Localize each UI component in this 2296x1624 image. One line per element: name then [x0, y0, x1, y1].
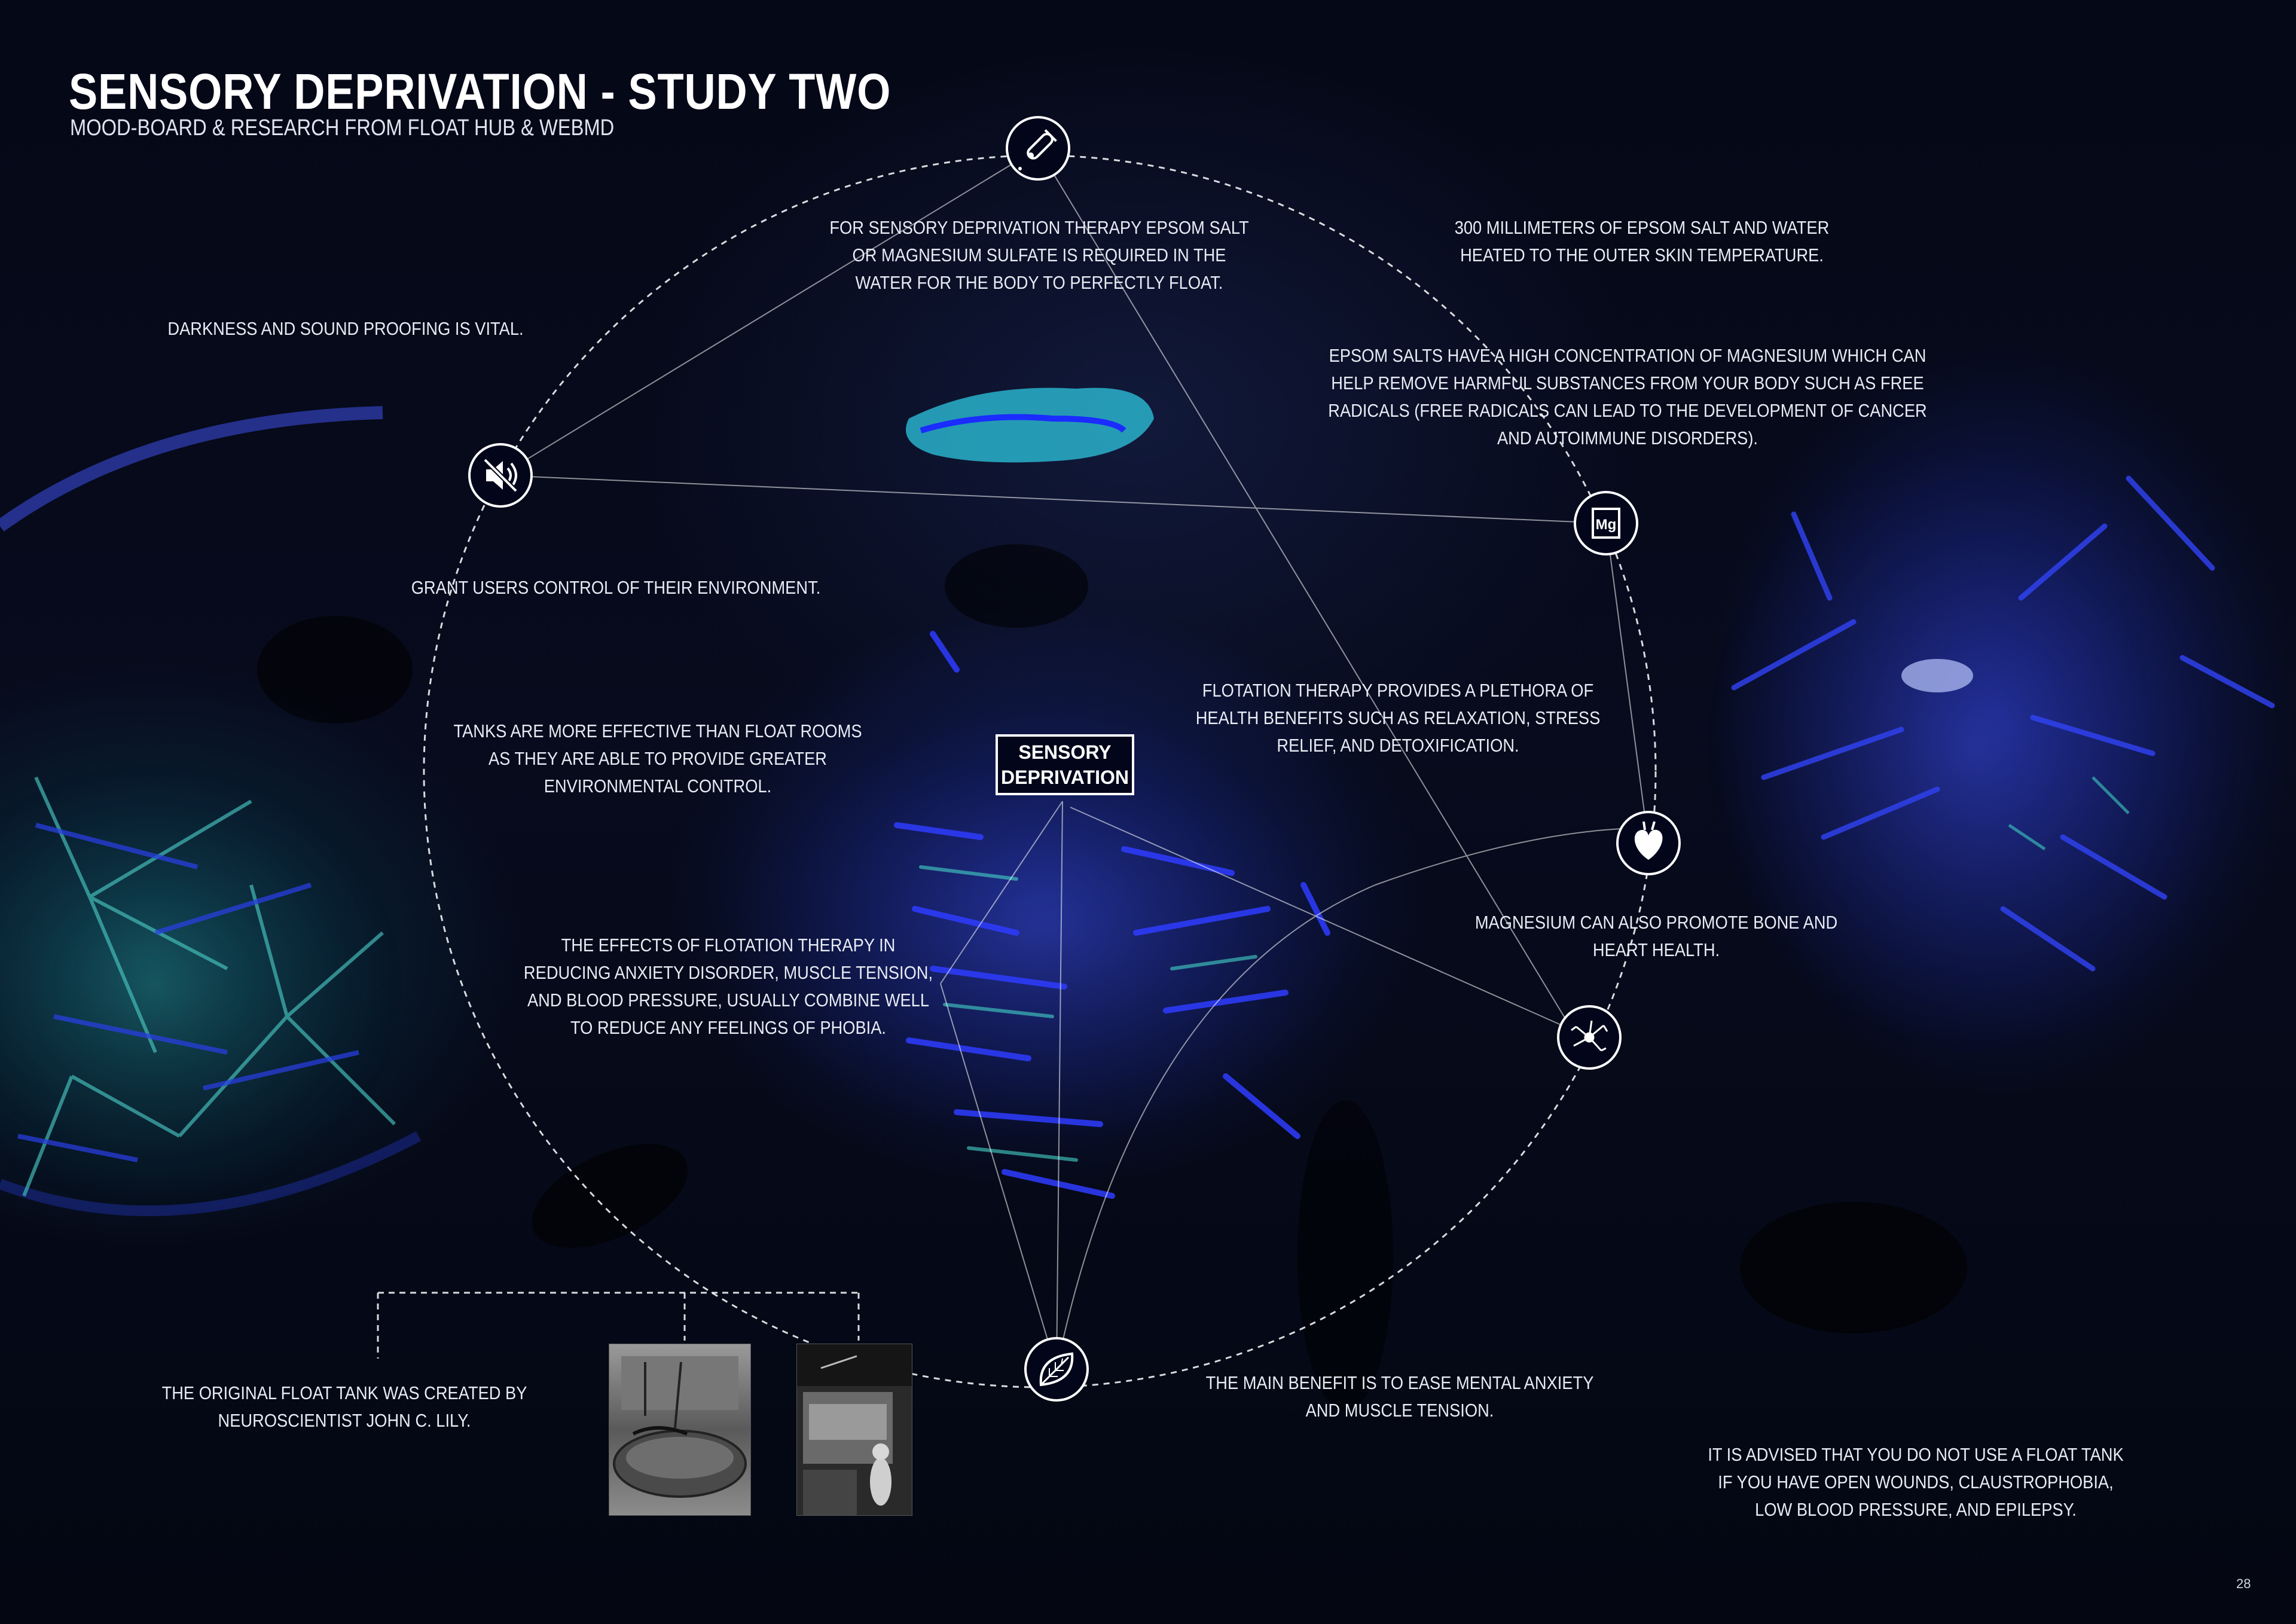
- nerve-icon: [1558, 1006, 1620, 1069]
- note-line: AS THEY ARE ABLE TO PROVIDE GREATER: [488, 748, 828, 769]
- float-tank-photo-1: [609, 1344, 751, 1516]
- note-line: FOR SENSORY DEPRIVATION THERAPY EPSOM SALT: [829, 217, 1249, 238]
- note-line: HEATED TO THE OUTER SKIN TEMPERATURE.: [1460, 245, 1824, 265]
- note-line: AND AUTOIMMUNE DISORDERS).: [1497, 428, 1758, 448]
- note-line: OR MAGNESIUM SULFATE IS REQUIRED IN THE: [852, 245, 1226, 265]
- note-control: [411, 574, 821, 602]
- note-line: NEUROSCIENTIST JOHN C. LILY.: [218, 1410, 471, 1431]
- note-main-benefit: [1206, 1369, 1594, 1424]
- magnesium-symbol: Mg: [1595, 517, 1617, 533]
- note-line: LOW BLOOD PRESSURE, AND EPILEPSY.: [1755, 1499, 2077, 1520]
- note-line: AND BLOOD PRESSURE, USUALLY COMBINE WELL: [527, 990, 930, 1011]
- note-line: HELP REMOVE HARMFUL SUBSTANCES FROM YOUR BODY SUCH AS FREE: [1331, 373, 1924, 393]
- note-line: IF YOU HAVE OPEN WOUNDS, CLAUSTROPHOBIA,: [1718, 1472, 2114, 1492]
- note-tanks: [453, 718, 862, 800]
- page-title: SENSORY DEPRIVATION - STUDY TWO: [69, 63, 891, 120]
- note-line: EPSOM SALTS HAVE A HIGH CONCENTRATION OF MAGNESIUM WHICH CAN: [1329, 345, 1926, 366]
- center-label-line1: SENSORY: [1018, 741, 1112, 763]
- note-line: REDUCING ANXIETY DISORDER, MUSCLE TENSION,: [523, 962, 933, 983]
- note-epsom-required: [829, 214, 1248, 297]
- center-label-line2: DEPRIVATION: [1001, 767, 1129, 788]
- note-original-tank: [162, 1379, 527, 1434]
- note-millimeters: [1455, 214, 1830, 269]
- test-tube-icon: [1007, 117, 1069, 179]
- note-epsom-magnesium: [1328, 342, 1927, 452]
- note-advised: [1708, 1441, 2123, 1524]
- float-tank-photo-2: [796, 1344, 912, 1516]
- note-line: ENVIRONMENTAL CONTROL.: [544, 776, 772, 796]
- note-line: THE ORIGINAL FLOAT TANK WAS CREATED BY: [161, 1382, 527, 1403]
- note-bone-heart: [1475, 909, 1837, 964]
- note-effects: [524, 932, 933, 1042]
- note-line: GRANT USERS CONTROL OF THEIR ENVIRONMENT.: [411, 577, 821, 598]
- note-line: IT IS ADVISED THAT YOU DO NOT USE A FLOAT TANK: [1708, 1444, 2124, 1465]
- heart-icon: [1617, 812, 1680, 874]
- note-line: 300 MILLIMETERS OF EPSOM SALT AND WATER: [1454, 217, 1830, 238]
- note-darkness: [167, 315, 523, 343]
- note-line: RELIEF, AND DETOXIFICATION.: [1277, 735, 1519, 756]
- note-line: DARKNESS AND SOUND PROOFING IS VITAL.: [167, 318, 524, 339]
- note-line: RADICALS (FREE RADICALS CAN LEAD TO THE DEVELOPMENT OF CANCER: [1328, 400, 1927, 421]
- note-line: TANKS ARE MORE EFFECTIVE THAN FLOAT ROOMS: [453, 721, 862, 741]
- note-line: THE EFFECTS OF FLOTATION THERAPY IN: [561, 935, 896, 956]
- note-line: FLOTATION THERAPY PROVIDES A PLETHORA OF: [1202, 680, 1594, 701]
- note-line: MAGNESIUM CAN ALSO PROMOTE BONE AND: [1474, 912, 1838, 933]
- note-line: THE MAIN BENEFIT IS TO EASE MENTAL ANXIETY: [1205, 1372, 1594, 1393]
- mute-speaker-icon: [469, 444, 532, 506]
- page-number: 28: [2236, 1576, 2251, 1591]
- magnesium-icon: [1575, 492, 1637, 554]
- note-line: HEART HEALTH.: [1592, 939, 1720, 960]
- page-subtitle: MOOD-BOARD & RESEARCH FROM FLOAT HUB & WEBMD: [70, 115, 615, 141]
- center-label-box: [996, 734, 1134, 795]
- leaf-icon: [1025, 1338, 1088, 1400]
- note-benefits: [1196, 677, 1601, 759]
- note-line: WATER FOR THE BODY TO PERFECTLY FLOAT.: [855, 272, 1223, 293]
- note-line: HEALTH BENEFITS SUCH AS RELAXATION, STRESS: [1195, 707, 1601, 728]
- note-line: TO REDUCE ANY FEELINGS OF PHOBIA.: [570, 1017, 887, 1038]
- note-line: AND MUSCLE TENSION.: [1305, 1400, 1494, 1421]
